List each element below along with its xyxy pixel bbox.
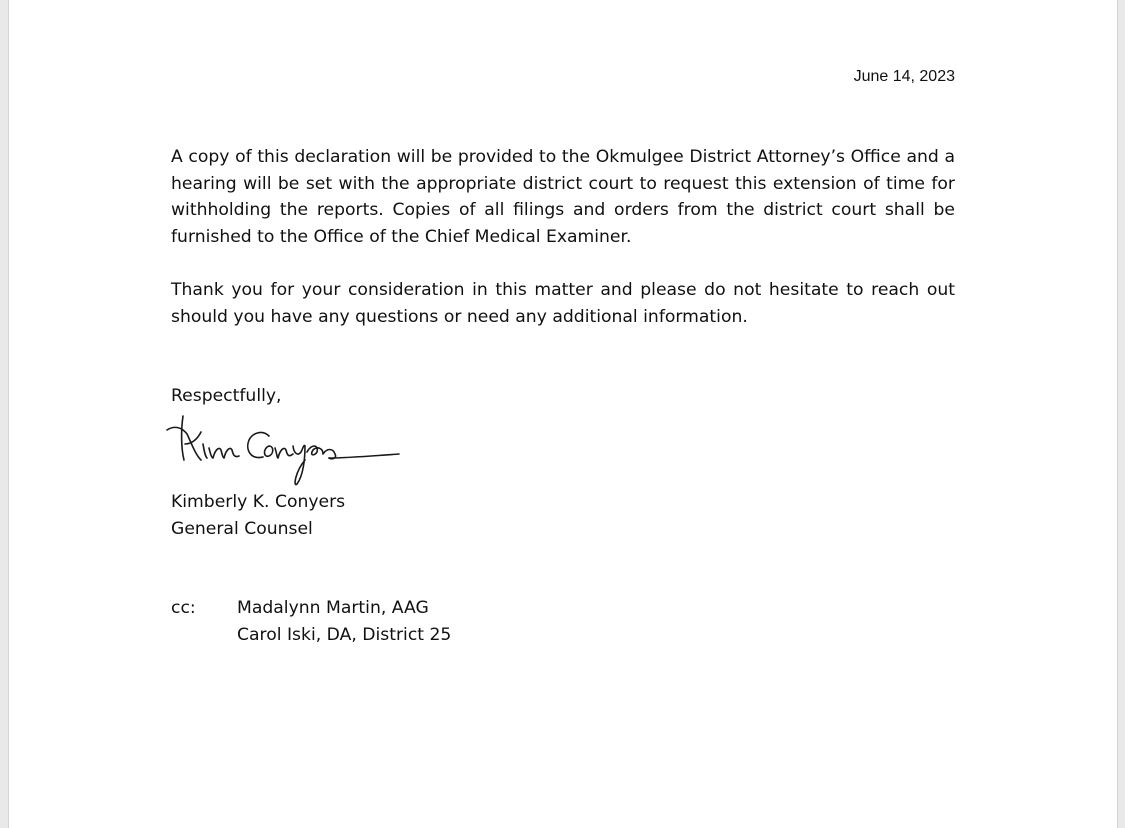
paragraph-thank-you: Thank you for your consideration in this matter and please do not hesitate to reach out should you have any questions or need any additional information. (171, 280, 955, 327)
handwritten-signature (157, 410, 407, 494)
cc-recipient: Madalynn Martin, AAG (237, 598, 429, 618)
letter-page (8, 0, 1118, 828)
signer-block (171, 489, 345, 542)
cc-recipient: Carol Iski, DA, District 25 (237, 624, 452, 645)
cc-label: cc: (171, 598, 196, 618)
letter-date: June 14, 2023 (853, 68, 955, 85)
cc-recipients (237, 595, 451, 648)
paragraph-declaration: A copy of this declaration will be provided to the Okmulgee District Attorney’s Office and a hearing will be set with the appropriate district court to request this extension of time for withholding the reports. Copies of all filings and orders from the district court shall be furnished to the Office of the Chief Medical Examiner. (171, 147, 955, 247)
closing-salutation: Respectfully, (171, 386, 282, 406)
signer-name: Kimberly K. Conyers (171, 492, 346, 512)
signer-title: General Counsel (171, 518, 313, 539)
